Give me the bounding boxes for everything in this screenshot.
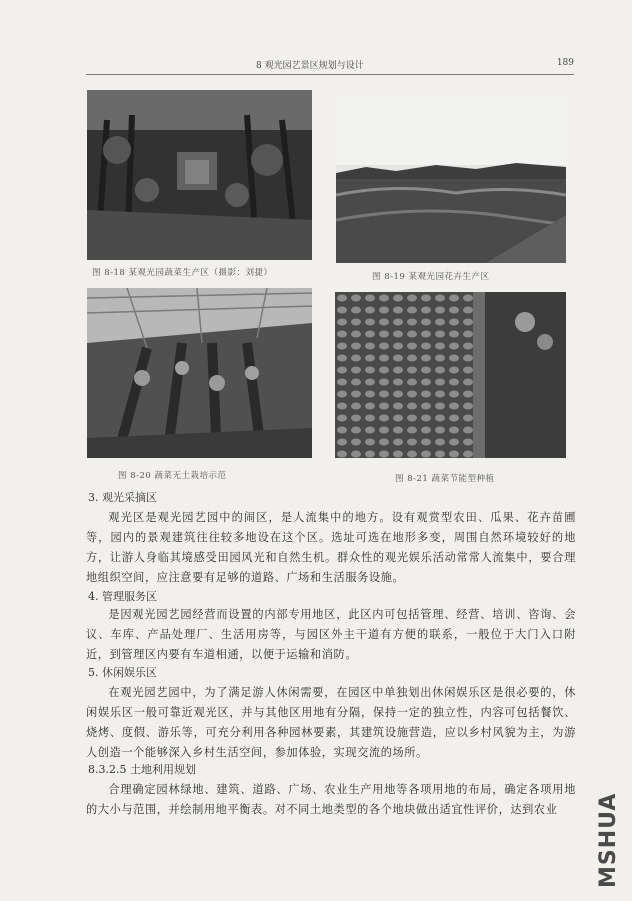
section-text-management: 是因观光园艺园经营而设置的内部专用地区，此区内可包括管理、经营、培训、咨询、会议、车库、产品处理厂、生活用房等，与园区外主干道有方便的联系，一般位于大门入口附近，到管理区内要有车道相通，以便于运输和消防。: [86, 608, 576, 661]
page-number: 189: [556, 58, 574, 68]
section-heading-sightseeing: 3. 观光采摘区: [88, 491, 157, 504]
figure-8-21-caption: 图 8-21 蔬菜节能型种植: [395, 474, 495, 484]
section-heading-land-use: 8.3.2.5 土地利用规划: [88, 763, 196, 776]
running-header: [86, 58, 574, 72]
section-heading-management: 4. 管理服务区: [88, 590, 157, 603]
figure-8-18-caption: 图 8-18 某观光园蔬菜生产区（摄影：刘捷）: [92, 268, 273, 278]
header-divider: [86, 74, 574, 75]
figure-8-20-photo: [87, 288, 312, 458]
figure-8-20-caption: 图 8-20 蔬菜无土栽培示范: [118, 471, 227, 481]
figure-8-19-caption: 图 8-19 某观光园花卉生产区: [372, 272, 490, 282]
figure-8-21-photo: [335, 292, 566, 458]
section-text-sightseeing: 观光区是观光园艺园中的闹区，是人流集中的地方。设有观赏型农田、瓜果、花卉苗圃等，园内的景观建筑往往较多地设在这个区。选址可选在地形多变，周围自然环境较好的地方，让游人身临其境感受田园风光和自然生机。群众性的观光娱乐活动常常人流集中，要合理地组织空间，应注意要有足够的道路、广场和生活服务设施。: [86, 511, 576, 584]
section-text-land-use: 合理确定园林绿地、建筑、道路、广场、农业生产用地等各项用地的布局，确定各项用地的大小与范围，并绘制用地平衡表。对不同土地类型的各个地块做出适宜性评价，达到农业: [86, 783, 576, 816]
watermark: MSHUA: [596, 792, 621, 888]
section-heading-leisure: 5. 休闲娱乐区: [88, 666, 157, 679]
chapter-title: 8 观光园艺景区规划与设计: [256, 61, 364, 71]
section-text-leisure: 在观光园艺园中，为了满足游人休闲需要，在园区中单独划出休闲娱乐区是很必要的，休闲娱乐区一般可靠近观光区，并与其他区用地有分隔，保持一定的独立性，内容可包括餐饮、烧烤、度假、游乐等，可充分利用各种园林要素，其建筑设施营造，应以乡村风貌为主，为游人创造一个能够深入乡村生活空间，参加体验，实现交流的场所。: [86, 686, 576, 759]
figure-8-19-photo: [336, 95, 566, 263]
figure-8-18-photo: [87, 90, 312, 260]
